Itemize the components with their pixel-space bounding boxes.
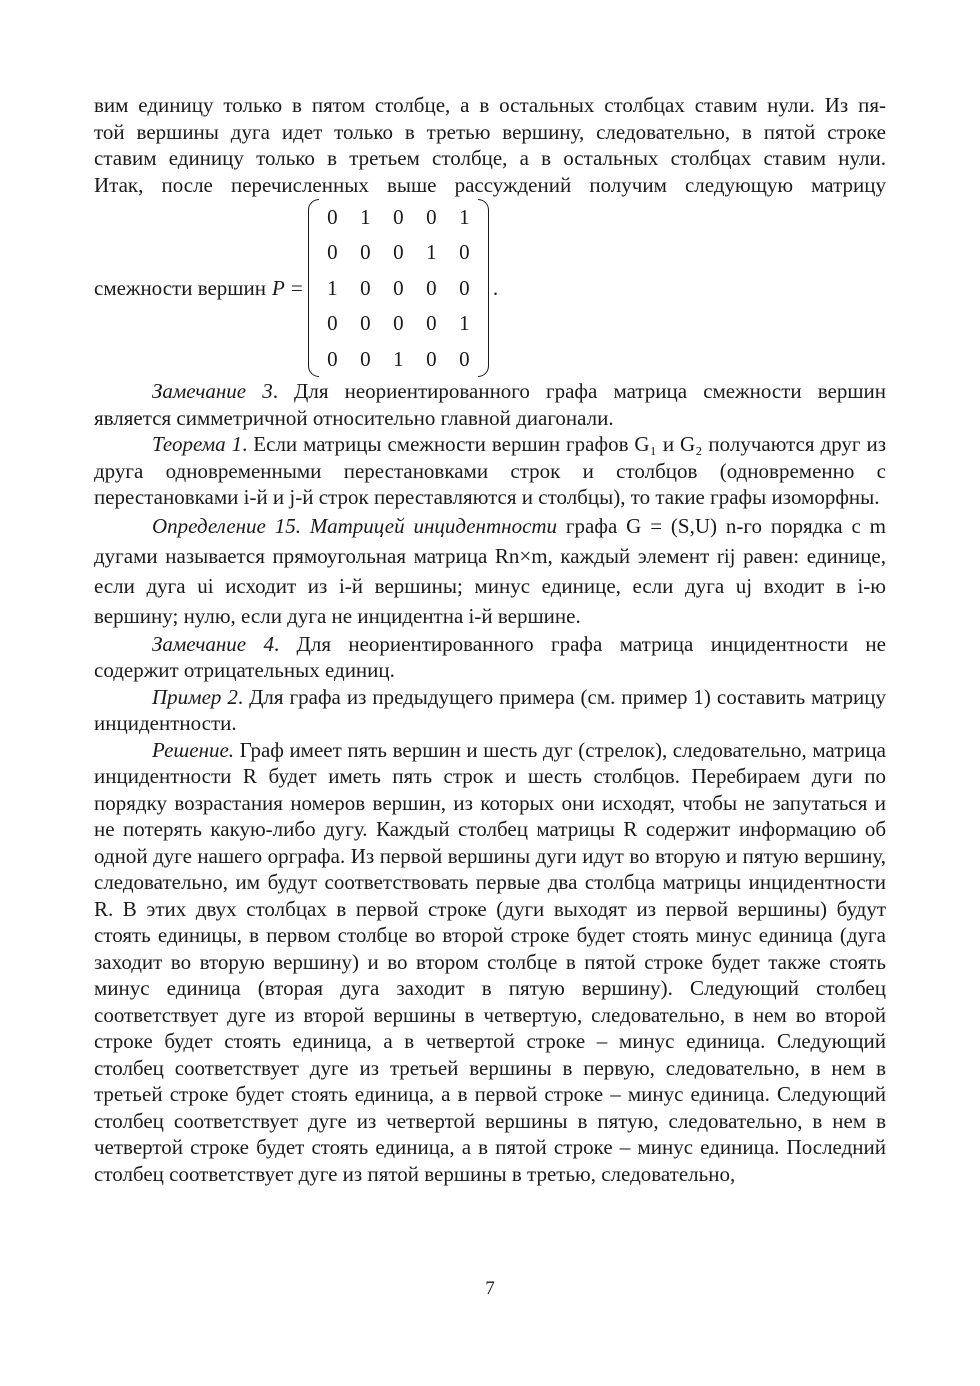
remark-4-label: Замечание 4 — [152, 631, 274, 656]
matrix-cell: 0 — [327, 311, 338, 336]
example-2-label: Пример 2 — [152, 684, 238, 709]
matrix-cell: 0 — [393, 240, 404, 265]
matrix-cell: 0 — [426, 204, 437, 229]
matrix-cell: 0 — [393, 275, 404, 300]
definition-15-text: графа G = (S,U) n-го порядка с m дугами называется прямоугольная матрица Rn×m, каждый элемент rij равен: единице, если дуга ui исходит из i-й вершины; минус единице, если дуга uj входит в i-ю вершину; нулю, если дуга не инцидентна i-й вершине. — [94, 513, 886, 628]
intro-line-1: вим единицу только в пятом столбце, а в остальных столбцах ставим нули. Из пя- — [94, 93, 886, 117]
matrix-cell: 0 — [360, 275, 371, 300]
matrix-cell: 1 — [459, 204, 470, 229]
matrix-cell: 1 — [327, 275, 338, 300]
matrix-cell: 1 — [393, 346, 404, 371]
remark-3-text: . Для неориентированного графа матрица смежности вершин является симметричной относительно главной диагонали. — [94, 379, 886, 430]
definition-15-label: Определение 15. Матрицей инцидентности — [152, 513, 558, 538]
example-2-text: . Для графа из предыдущего примера (см. пример 1) составить матрицу инцидентности. — [94, 684, 886, 735]
matrix-row — [316, 270, 481, 306]
matrix-cell: 0 — [459, 240, 470, 265]
document-page — [94, 92, 886, 1187]
matrix-cell: 1 — [426, 240, 437, 265]
matrix-cell: 1 — [459, 311, 470, 336]
matrix-period: . — [492, 275, 499, 300]
matrix-cell: 0 — [426, 346, 437, 371]
matrix-row — [316, 341, 481, 377]
solution-text: Граф имеет пять вершин и шесть дуг (стрелок), следовательно, матрица инцидентности R будет иметь пять строк и шесть столбцов. Перебираем дуги по порядку возрастания номеров вершин, из которых они исходят, чтобы не запутаться и не потерять какую-либо дугу. Каждый столбец матрицы R содержит информацию об одной дуге нашего орграфа. Из первой вершины дуги идут во вторую и пятую вершину, следовательно, им будут соответствовать первые два столбца матрицы инцидентности R. В этих двух столбцах в первой строке (дуги выходят из первой вершины) будут стоять единицы, в первом столбце во второй строке будет стоять минус единица (дуга заходит во вторую вершину) и во втором столбце в пятой строке будет также стоять минус единица (вторая дуга заходит в пятую вершину). Следующий столбец соответствует дуге из второй вершины в четвертую, следовательно, в нем во второй строке будет стоять единица, а в четвертой строке – минус единица. Следующий столбец соответствует дуге из третьей вершины в первую, следовательно, в нем в третьей строке будет стоять единица, а в первой строке – минус единица. Следующий столбец соответствует дуге из четвертой вершины в пятую, следовательно, в нем в четвертой строке будет стоять единица, а в пятой строке – минус единица. Последний столбец соответствует дуге из пятой вершины в третью, следовательно, — [94, 737, 886, 1186]
intro-paragraph — [94, 92, 886, 198]
remark-3 — [94, 378, 886, 431]
page-number: 7 — [485, 1278, 495, 1299]
example-2 — [94, 684, 886, 737]
matrix-table — [316, 199, 481, 377]
adjacency-matrix-equation — [94, 198, 886, 378]
matrix-cell: 0 — [327, 346, 338, 371]
matrix-row — [316, 235, 481, 271]
matrix-cell: 0 — [360, 311, 371, 336]
remark-4-text: . Для неориентированного графа матрица инцидентности не содержит отрицательных единиц. — [94, 631, 886, 682]
solution-paragraph — [94, 737, 886, 1188]
remark-3-label: Замечание 3 — [152, 379, 273, 403]
theorem-1-label: Теорема 1 — [152, 432, 243, 456]
intro-line-4: Итак, после перечисленных выше рассуждений получим следующую матрицу — [94, 172, 886, 197]
matrix-cell: 0 — [426, 311, 437, 336]
matrix-cell: 0 — [459, 346, 470, 371]
intro-line-2: той вершины дуга идет только в третью вершину, следовательно, в пятой строке — [94, 119, 886, 144]
intro-line-3: ставим единицу только в третьем столбце, а в остальных столбцах ставим нули. — [94, 146, 886, 170]
definition-15 — [94, 511, 886, 631]
matrix-lead-text: смежности вершин — [94, 275, 266, 300]
matrix-cell: 0 — [459, 275, 470, 300]
adjacency-matrix — [308, 199, 489, 377]
matrix-cell: 1 — [360, 204, 371, 229]
theorem-1-text: . Если матрицы смежности вершин графов G₁ и G₂ получаются друг из друга одновременными перестановками строк и столбцов (одновременно с перестановками i-й и j-й строк переставляются и столбцы), то такие графы изоморфны. — [94, 432, 886, 509]
matrix-cell: 0 — [393, 204, 404, 229]
matrix-cell: 0 — [327, 204, 338, 229]
matrix-row — [316, 306, 481, 342]
matrix-row — [316, 199, 481, 235]
matrix-cell: 0 — [360, 346, 371, 371]
right-parenthesis — [478, 199, 489, 377]
matrix-cell: 0 — [360, 240, 371, 265]
matrix-cell: 0 — [393, 311, 404, 336]
matrix-cell: 0 — [426, 275, 437, 300]
solution-label: Решение. — [152, 737, 235, 762]
theorem-1 — [94, 431, 886, 511]
left-parenthesis — [308, 199, 319, 377]
matrix-symbol: P = — [271, 275, 304, 300]
matrix-cell: 0 — [327, 240, 338, 265]
remark-4 — [94, 631, 886, 684]
